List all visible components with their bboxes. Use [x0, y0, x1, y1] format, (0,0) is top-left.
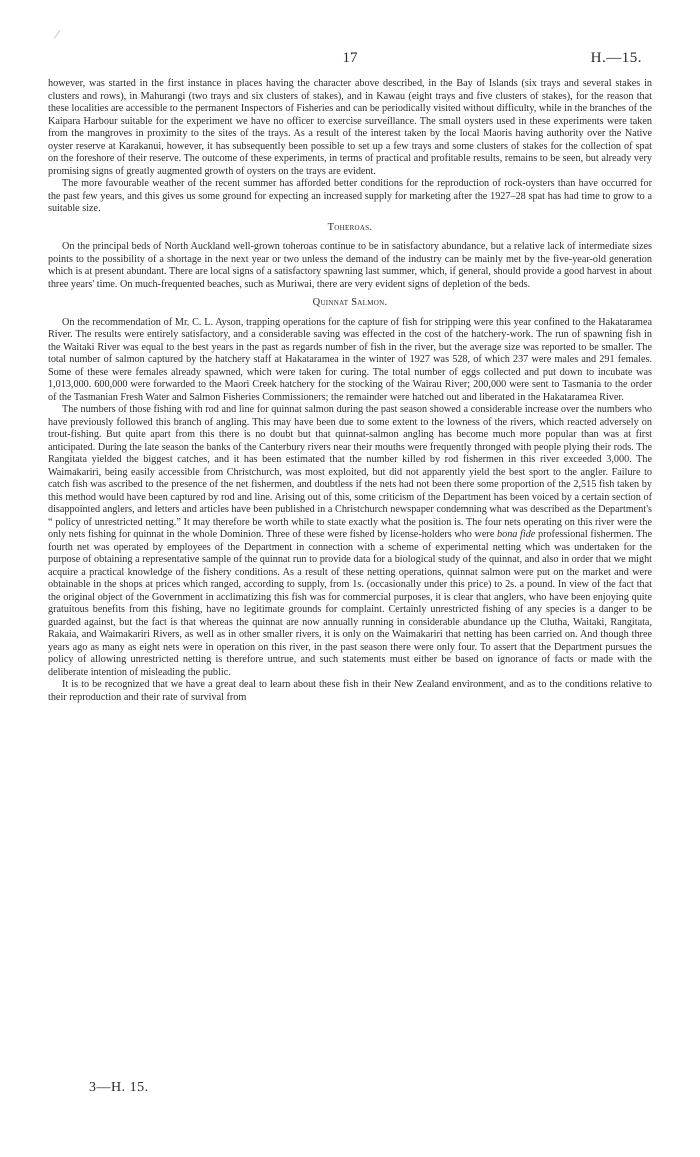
page-signature: 3—H. 15.	[89, 1080, 149, 1095]
paragraph-text: The numbers of those fishing with rod and line for quinnat salmon during the past season showed a considerable increase over the numbers who have previously followed this branch of angling. This may have been due to some extent to the lowness of the rivers, which reacted adversely on trout-fishing. But quite apart from this there is no doubt but that quinnat-salmon angling has become much more popular than was at first anticipated. During the late season the banks of the Canterbury rivers near their mouths were frequently thronged with people plying their rods. The Rangitata yielded the biggest catches, and it has been estimated that the number killed by rod fishermen in this river exceeded 3,000. The Waimakariri, being easily accessible from Christchurch, was most exploited, but did not apparently yield the best sport to the angler. Failure to catch fish was ascribed to the presence of the net fishermen, and doubtless if the nets had not been there some proportion of the 2,515 fish taken by this method would have been captured by rod and line. Arising out of this, some criticism of the Department has been voiced by a certain section of disappointed anglers, and letters and articles have been published in a Christchurch newspaper condemning what was described as the Department's “ policy of unrestricted netting.” It may therefore be worth while to state exactly what the position is. The four nets operating on this river were the only nets fishing for quinnat in the whole Dominion. Three of these were fished by license-holders who were	[48, 404, 652, 540]
paragraph-text: professional fishermen. The fourth net was operated by employees of the Department in connection with a scheme of experimental netting which was undertaken for the purpose of obtaining a representative sample of the quinnat run to provide data for a biological study of the quinnat, and also in order that we might acquire a practical knowledge of the fishery conditions. As a result of these netting operations, quinnat salmon were put on the market and were obtainable in the shops at prices which ranged, according to supply, from 1s. (occasionally under this price) to 2s. a pound. In view of the fact that the original object of the Government in acclimatizing this fish was for commercial purposes, it is clear that anglers, who have been enjoying quite gratuitous benefits from this fishing, have no legitimate grounds for complaint. Certainly unrestricted fishing of any species is a danger to be guarded against, but the fact is that whereas the quinnat are now annually running in considerable abundance up the Clutha, Waitaki, Rangitata, Rakaia, and Waimakariri Rivers, as well as in other smaller rivers, it is only on the Waimakariri that netting has been carried on. And though three years ago as many as eight nets were in operation on this river, in the past season there were only four. To assert that the Department pursues the policy of allowing unrestricted netting is therefore untrue, and such statements must either be based on ignorance of facts or made with the deliberate intention of misleading the public.	[48, 529, 653, 678]
paragraph: It is to be recognized that we have a great deal to learn about these fish in their New Zealand environment, and as to the conditions relative to their reproduction and their rate of survival from	[48, 679, 652, 703]
page-number: 17	[342, 50, 358, 66]
paragraph: however, was started in the first instance in places having the character above described, in the Bay of Islands (six trays and several stakes in clusters and rows), in Mahurangi (two trays and six clusters of stakes), and in Kawau (eight trays and five clusters of stakes), for the reason that these localities are accessible to the permanent Inspectors of Fisheries and can be periodically visited without difficulty, while in the branches of the Kaipara Harbour suitable for the experiment we have no officer to exercise surveillance. The small oysters used in these experiments were taken from the mangroves in proximity to the sites of the trays. As a result of the interest taken by the local Maoris having authority over the Native oyster reserve at Karakanui, however, it has subsequently been possible to set up a few trays and some clusters of stakes for the collection of spat on the foreshore of their reserve. The outcome of these experiments, in terms of practical and profitable results, remains to be seen, but already very promising signs of greatly augmented growth of oysters on the trays are evident.	[48, 78, 652, 177]
pencil-mark	[54, 30, 61, 39]
paragraph: On the recommendation of Mr. C. L. Ayson, trapping operations for the capture of fish for stripping were this year confined to the Hakataramea River. The results were entirely satisfactory, and a considerable saving was effected in the cost of the hatchery-work. The run of spawning fish in the Waitaki River was equal to the best years in the past as regards number of fish in the river, but the average size was reported to be smaller. The total number of salmon captured by the hatchery staff at Hakataramea in the winter of 1927 was 528, of which 237 were males and 291 females. Some of these were females already spawned, which were taken for curing. The total number of eggs collected and put down to incubate was 1,013,000. 600,000 were forwarded to the Maori Creek hatchery for the stocking of the Wairau River; 200,000 were sent to Tasmania to the order of the Tasmanian Fresh Water and Salmon Fisheries Commissioners; the remainder were hatched out and liberated in the Hakataramea River.	[48, 316, 652, 403]
body-text	[48, 78, 652, 704]
section-heading-quinnat-salmon: Quinnat Salmon.	[312, 297, 388, 308]
section-heading-toheroas: Toheroas.	[327, 221, 373, 233]
document-id: H.—15.	[590, 50, 642, 66]
paragraph: The more favourable weather of the recent summer has afforded better conditions for the reproduction of rock-oysters than have occurred for the past few years, and this gives us some ground for expecting an increased supply for marketing after the 1927–28 spat has had time to grow to a suitable size.	[48, 178, 652, 214]
paragraph	[48, 404, 652, 679]
paragraph: On the principal beds of North Auckland well-grown toheroas continue to be in satisfactory abundance, but a relative lack of intermediate sizes points to the possibility of a shortage in the next year or two unless the demand of the industry can be mainly met by the five-year-old generation which is at present abundant. There are local signs of a satisfactory spawning last summer, which, if general, should provide a good harvest in about three years' time. On much-frequented beaches, such as Muriwai, there are very evident signs of depletion of the beds.	[48, 241, 652, 290]
italic-text: bona fide	[497, 529, 536, 540]
